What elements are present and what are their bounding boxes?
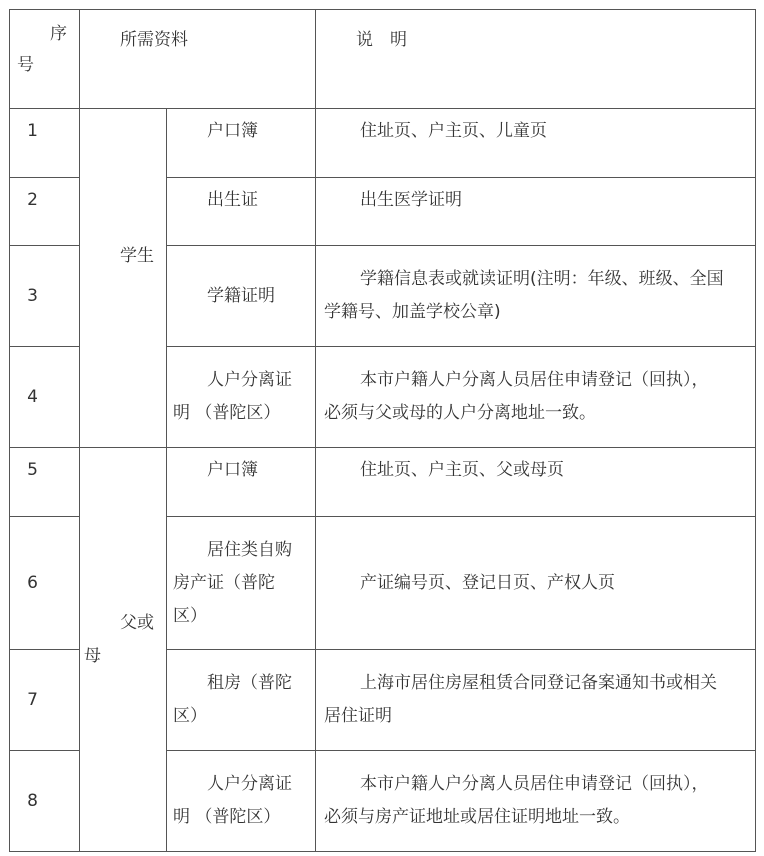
group-student-cell [80,109,167,448]
desc-text: 住址页、户主页、儿童页 [360,121,547,141]
desc-text: 住址页、户主页、父或母页 [360,460,564,480]
header-number-label-1: 序 [50,24,67,44]
item-cell [167,109,316,178]
item-label-line-1: 居住类自购 [207,539,292,560]
desc-cell [316,448,756,517]
table-row [10,448,756,517]
requirements-table [9,9,756,852]
item-cell [167,517,316,650]
item-cell [167,178,316,246]
row-number: 8 [27,790,38,811]
row-number-cell [10,650,80,751]
item-label: 出生证 [207,190,258,210]
desc-text-line-1: 学籍信息表或就读证明(注明：年级、班级、全国 [360,269,724,289]
desc-text-line-1: 本市户籍人户分离人员居住申请登记（回执）， [360,774,709,794]
row-number-cell [10,246,80,347]
row-number: 5 [27,460,38,480]
item-label-line-1: 人户分离证 [207,370,292,390]
desc-text: 产证编号页、登记日页、产权人页 [360,572,615,593]
header-number-cell [10,10,80,109]
row-number: 7 [27,689,38,710]
item-cell [167,650,316,751]
group-parent-cell [80,448,167,852]
group-parent-label-2: 母 [84,645,101,666]
row-number: 1 [27,121,38,141]
row-number-cell [10,751,80,852]
row-number-cell [10,517,80,650]
item-label: 学籍证明 [207,285,275,306]
row-number: 3 [27,285,38,306]
item-label-line-1: 租房（普陀 [207,673,292,693]
item-label-line-2: 明 （普陀区） [173,403,281,423]
header-materials-cell [80,10,316,109]
desc-text: 出生医学证明 [360,190,462,210]
item-label-line-2: 房产证（普陀 [173,572,275,593]
group-parent-label-1: 父或 [120,612,154,633]
table-row [10,109,756,178]
desc-text-line-1: 上海市居住房屋租赁合同登记备案通知书或相关 [360,673,717,693]
desc-cell [316,650,756,751]
row-number-cell [10,347,80,448]
desc-cell [316,347,756,448]
item-cell [167,347,316,448]
desc-text-line-2: 居住证明 [324,706,392,726]
desc-cell [316,109,756,178]
header-materials-label: 所需资料 [120,30,188,50]
item-label-line-2: 明 （普陀区） [173,807,281,827]
desc-text-line-2: 学籍号、加盖学校公章) [324,302,501,322]
group-student-label: 学生 [120,245,154,266]
desc-text-line-2: 必须与房产证地址或居住证明地址一致。 [324,807,630,827]
table-header-row [10,10,756,109]
item-cell [167,448,316,517]
item-cell [167,246,316,347]
desc-cell [316,178,756,246]
row-number: 2 [27,190,38,210]
item-label-line-3: 区） [173,605,207,626]
header-desc-label: 说 明 [356,30,407,50]
item-label: 户口簿 [207,121,258,141]
header-desc-cell [316,10,756,109]
row-number-cell [10,109,80,178]
item-label: 户口簿 [207,460,258,480]
item-label-line-1: 人户分离证 [207,774,292,794]
desc-cell [316,751,756,852]
desc-cell [316,246,756,347]
row-number: 6 [27,572,38,593]
header-number-label-2: 号 [17,55,34,75]
row-number-cell [10,448,80,517]
desc-cell [316,517,756,650]
desc-text-line-2: 必须与父或母的人户分离地址一致。 [324,403,596,423]
row-number: 4 [27,386,38,407]
item-cell [167,751,316,852]
item-label-line-2: 区） [173,706,207,726]
desc-text-line-1: 本市户籍人户分离人员居住申请登记（回执）， [360,370,709,390]
row-number-cell [10,178,80,246]
